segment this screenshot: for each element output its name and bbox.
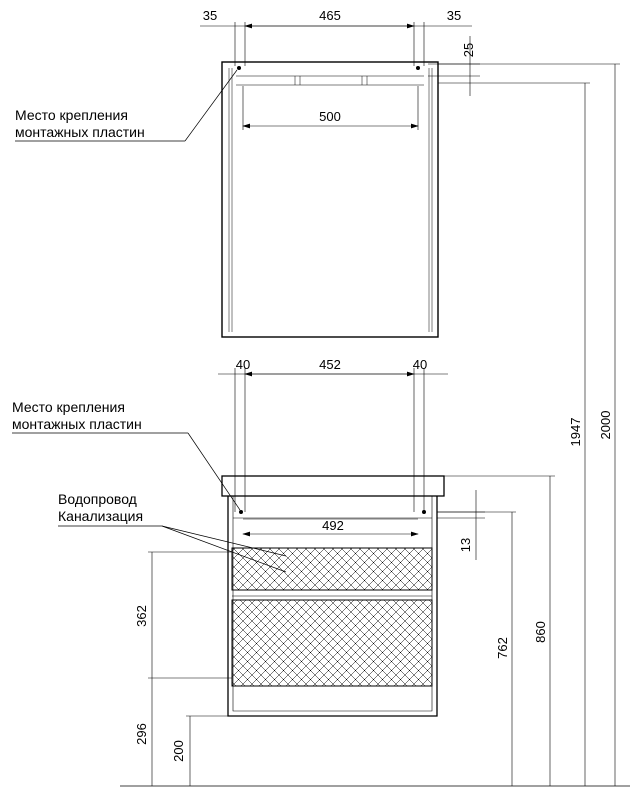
dim-total-height: 2000 [598, 410, 613, 440]
dim-mirror-left-offset: 35 [202, 8, 218, 23]
mount-plate-marker [237, 66, 241, 70]
mirror-drawing [222, 62, 438, 337]
label-mount-plates-top-1: Место крепления [15, 107, 128, 123]
dim-mirror-plate-height: 25 [461, 42, 476, 58]
countertop [222, 476, 444, 496]
mirror-frame [222, 62, 438, 337]
dim-cabinet-right-offset: 40 [412, 357, 428, 372]
dim-cabinet-inner-width: 492 [322, 518, 344, 533]
mount-plate-marker [239, 510, 243, 514]
mount-plate-marker [416, 66, 420, 70]
dim-mirror-width: 500 [319, 109, 341, 124]
cabinet-top-dimensions [218, 357, 485, 560]
label-mount-plates-top-2: монтажных пластин [15, 124, 145, 140]
right-height-dimensions [437, 64, 615, 786]
label-sewer: Канализация [58, 508, 144, 524]
mirror-top-dimensions [200, 8, 620, 130]
dim-top-level: 860 [533, 621, 548, 643]
dim-cabinet-between-plates: 452 [319, 357, 341, 372]
mount-plates-callout-top [15, 70, 237, 141]
cabinet-drawing [222, 476, 444, 716]
dim-cabinet-floor-clearance: 200 [171, 740, 186, 762]
dim-cabinet-plate-height: 13 [458, 537, 473, 553]
dim-pipe-zone-height: 362 [134, 605, 149, 627]
dim-mirror-between-plates: 465 [319, 8, 341, 23]
dim-sewer-height: 296 [134, 723, 149, 745]
upper-drawer [232, 548, 432, 590]
label-mount-plates-bottom-1: Место крепления [12, 399, 125, 415]
label-water-supply: Водопровод [58, 491, 137, 507]
dim-cabinet-plate-level: 762 [495, 637, 510, 659]
label-mount-plates-bottom-2: монтажных пластин [12, 416, 142, 432]
dim-cabinet-left-offset: 40 [235, 357, 251, 372]
dim-mirror-right-offset: 35 [446, 8, 462, 23]
dim-mirror-plate-level: 1947 [568, 417, 583, 447]
lower-drawer [232, 600, 432, 686]
